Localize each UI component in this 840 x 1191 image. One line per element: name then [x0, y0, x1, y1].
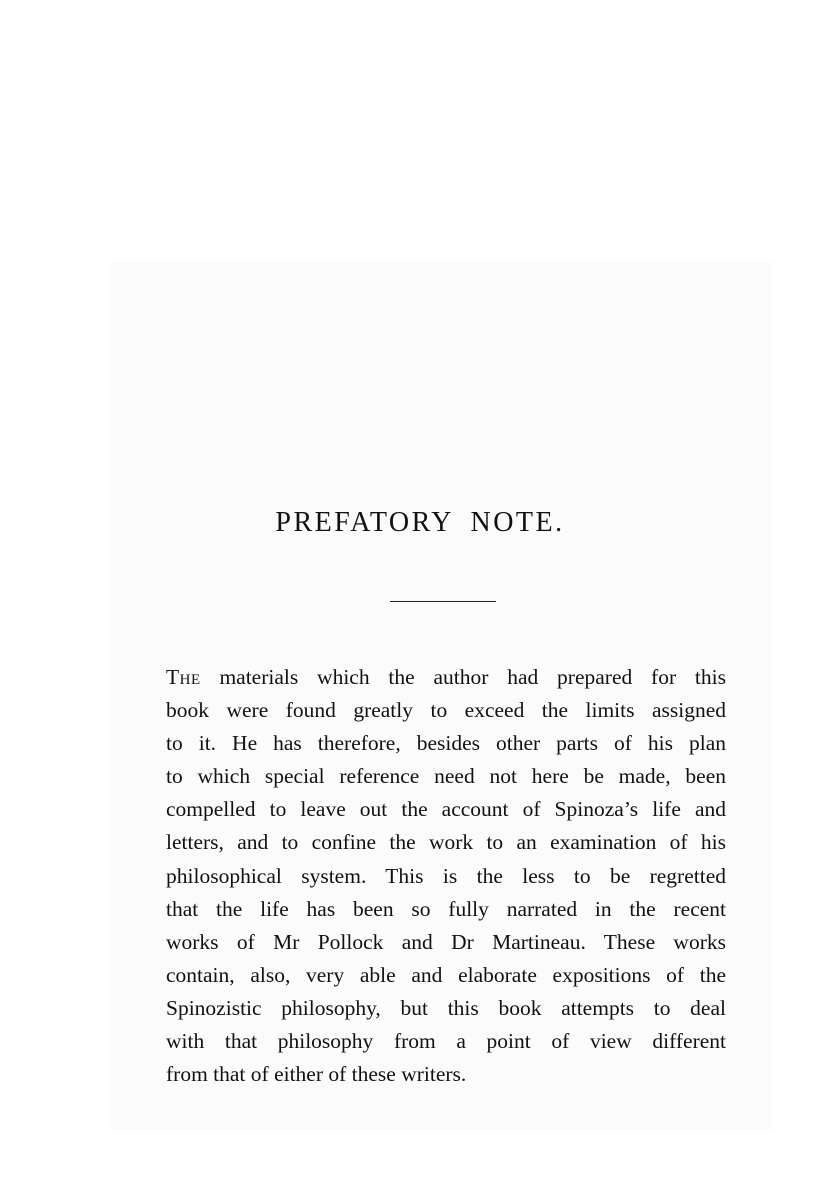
text-line-1: [166, 661, 726, 694]
prefatory-body: [166, 661, 726, 1091]
lead-word: The: [166, 665, 201, 689]
text-line-7: philosophical system. This is the less to be regretted: [166, 863, 726, 888]
text-line-3: to it. He has therefore, besides other parts of his plan: [166, 731, 726, 756]
text-line-8: that the life has been so fully narrated in the recent: [166, 896, 726, 921]
text-line-12: with that philosophy from a point of view different: [166, 1029, 726, 1054]
text-line-2: book were found greatly to exceed the limits assigned: [166, 698, 726, 723]
text-line-1-rest: materials which the author had prepared for this: [200, 665, 726, 689]
text-line-9: works of Mr Pollock and Dr Martineau. These works: [166, 929, 726, 954]
text-line-5: compelled to leave out the account of Spinoza’s life and: [166, 797, 726, 822]
text-line-11: Spinozistic philosophy, but this book attempts to deal: [166, 995, 726, 1020]
text-line-13: from that of either of these writers.: [166, 1062, 467, 1087]
text-line-6: letters, and to confine the work to an examination of his: [166, 830, 726, 855]
text-line-10: contain, also, very able and elaborate expositions of the: [166, 962, 726, 987]
page-heading: PREFATORY NOTE.: [275, 507, 565, 538]
heading-divider: [390, 601, 496, 602]
text-line-4: to which special reference need not here be made, been: [166, 764, 726, 789]
